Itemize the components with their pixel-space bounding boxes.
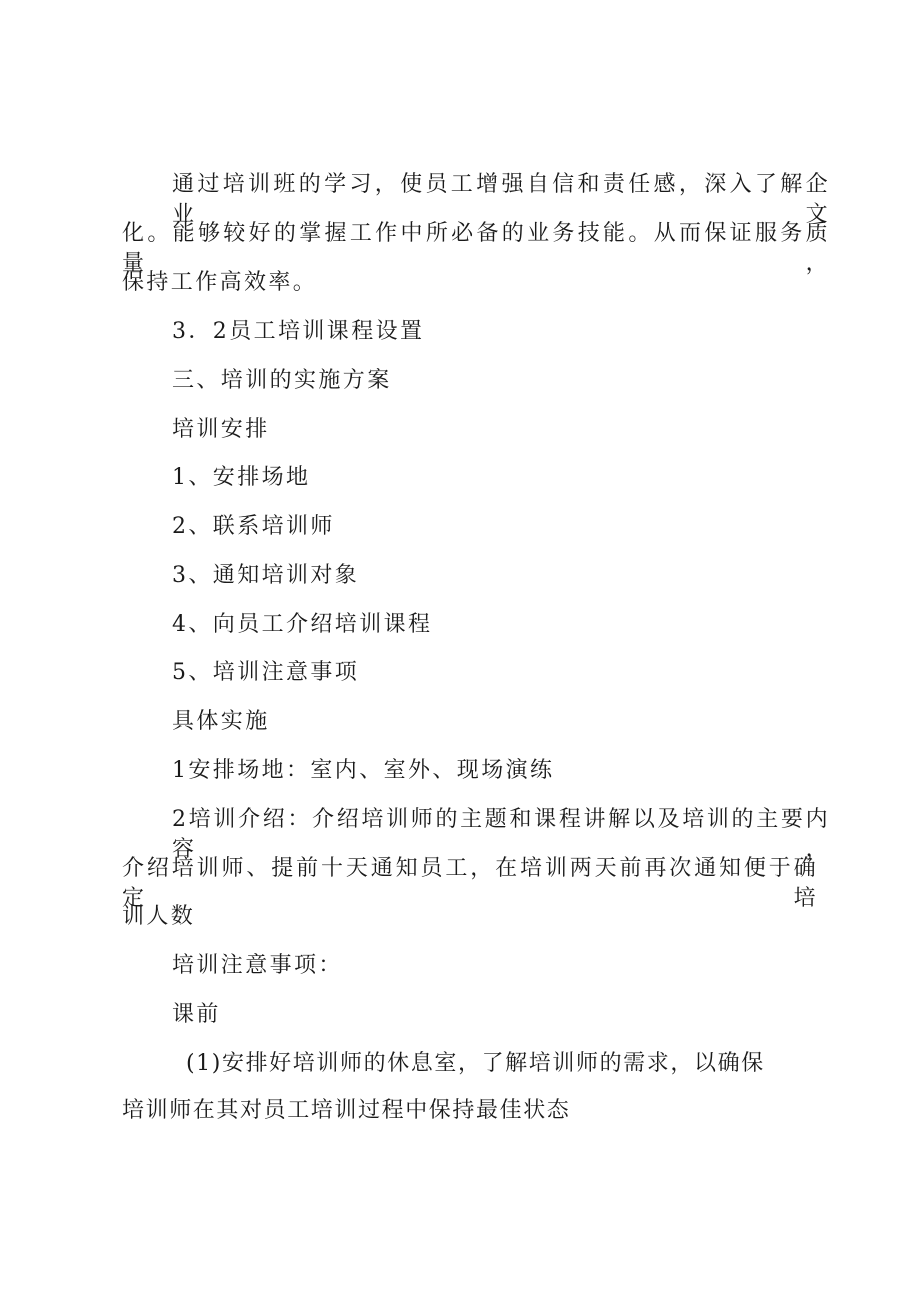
subsection-heading: 具体实施 (172, 709, 270, 734)
subsection-heading: 培训注意事项： (172, 953, 343, 978)
paragraph-line: 化。能够较好的掌握工作中所必备的业务技能。从而保证服务质量， (122, 221, 830, 276)
paragraph-line: 训人数 (122, 904, 196, 929)
paragraph-line: (1)安排好培训师的休息室，了解培训师的需求，以确保 (186, 1051, 765, 1076)
section-heading: 3．2员工培训课程设置 (172, 319, 425, 344)
list-item: 3、通知培训对象 (172, 563, 360, 588)
paragraph-line: 2培训介绍：介绍培训师的主题和课程讲解以及培训的主要内容， (172, 807, 830, 862)
paragraph-line: 介绍培训师、提前十天通知员工，在培训两天前再次通知便于确定培 (122, 856, 818, 911)
list-item: 1、安排场地 (172, 465, 311, 490)
subsection-heading: 培训安排 (172, 417, 270, 442)
list-item: 5、培训注意事项 (172, 660, 360, 685)
section-heading: 三、培训的实施方案 (172, 368, 392, 393)
paragraph-line: 保持工作高效率。 (122, 270, 318, 295)
paragraph-line: 通过培训班的学习，使员工增强自信和责任感，深入了解企业文 (172, 172, 830, 227)
list-item: 2、联系培训师 (172, 514, 335, 539)
subsection-heading: 课前 (172, 1002, 221, 1027)
paragraph-line: 培训师在其对员工培训过程中保持最佳状态 (122, 1098, 571, 1123)
list-item: 4、向员工介绍培训课程 (172, 612, 433, 637)
list-item: 1安排场地：室内、室外、现场演练 (172, 758, 555, 783)
